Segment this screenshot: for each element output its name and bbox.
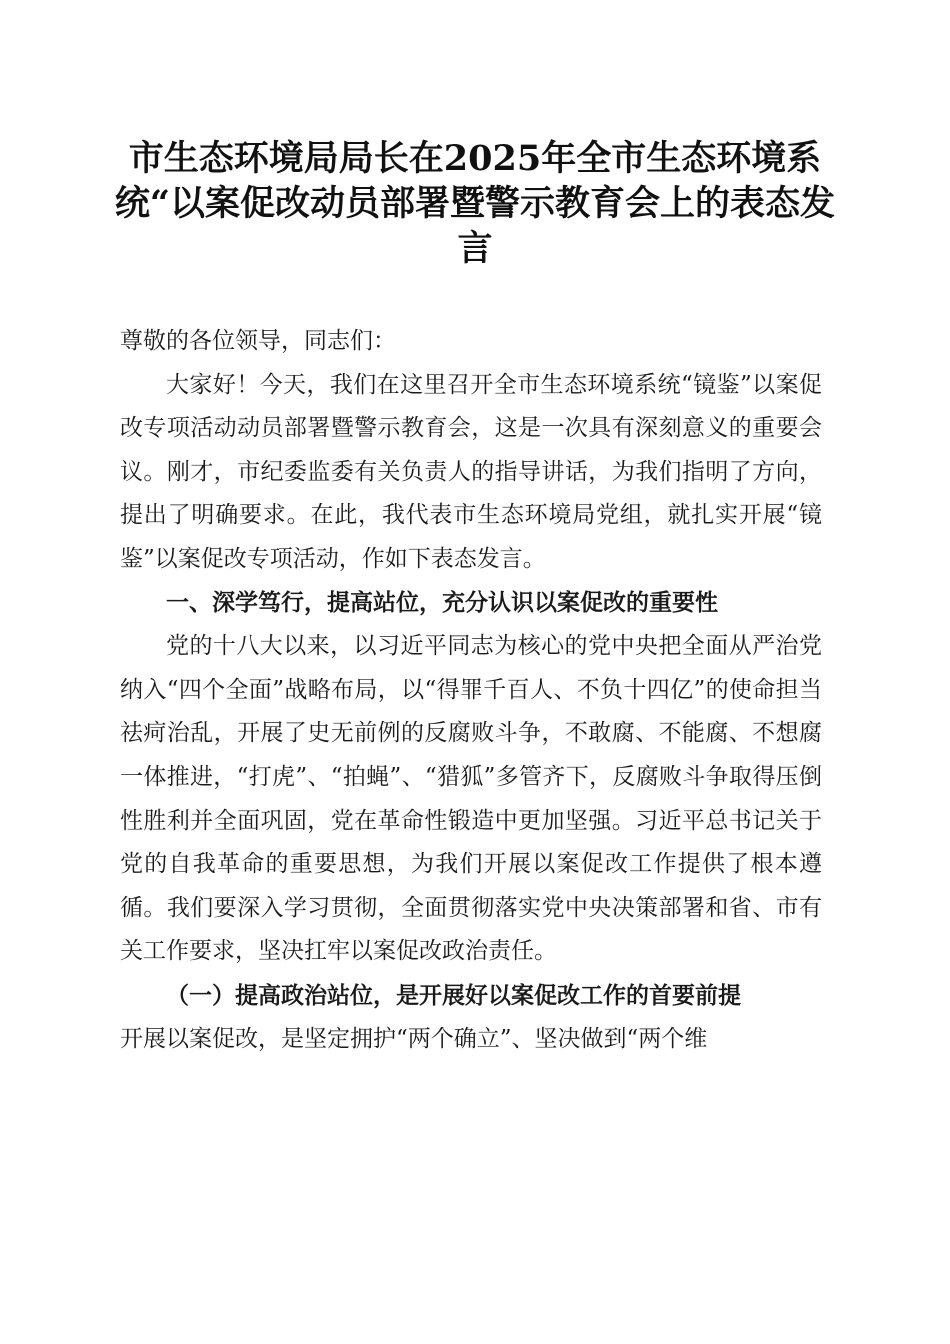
document-body — [120, 320, 822, 1061]
subsection-1-paragraph: 开展以案促改，是坚定拥护“两个确立”、坚决做到“两个维 — [120, 1025, 708, 1052]
subsection-heading-1: （一）提高政治站位，是开展好以案促改工作的首要前提 — [166, 981, 741, 1009]
salutation: 尊敬的各位领导，同志们： — [120, 328, 396, 354]
intro-paragraph: 大家好！今天，我们在这里召开全市生态环境系统“镜鉴”以案促改专项活动动员部署暨警示教育会，这是一次具有深刻意义的重要会议。刚才，市纪委监委有关负责人的指导讲话，为我们指明了方向，提出了明确要求。在此，我代表市生态环境局党组，就扎实开展“镜鉴”以案促改专项活动，作如下表态发言。 — [120, 371, 822, 572]
section-1-paragraph: 党的十八大以来，以习近平同志为核心的党中央把全面从严治党纳入“四个全面”战略布局，以“得罪千百人、不负十四亿”的使命担当祛疴治乱，开展了史无前例的反腐败斗争，不敢腐、不能腐、不想腐一体推进，“打虎”、“拍蝇”、“猎狐”多管齐下，反腐败斗争取得压倒性胜利并全面巩固，党在革命性锻造中更加坚强。习近平总书记关于党的自我革命的重要思想，为我们开展以案促改工作提供了根本遵循。我们要深入学习贯彻，全面贯彻落实党中央决策部署和省、市有关工作要求，坚决扛牢以案促改政治责任。 — [120, 633, 822, 965]
document-title: 市生态环境局局长在2025年全市生态环境系统“以案促改动员部署暨警示教育会上的表态发言 — [114, 138, 836, 269]
section-heading-1: 一、深学笃行，提高站位，充分认识以案促改的重要性 — [166, 589, 718, 616]
